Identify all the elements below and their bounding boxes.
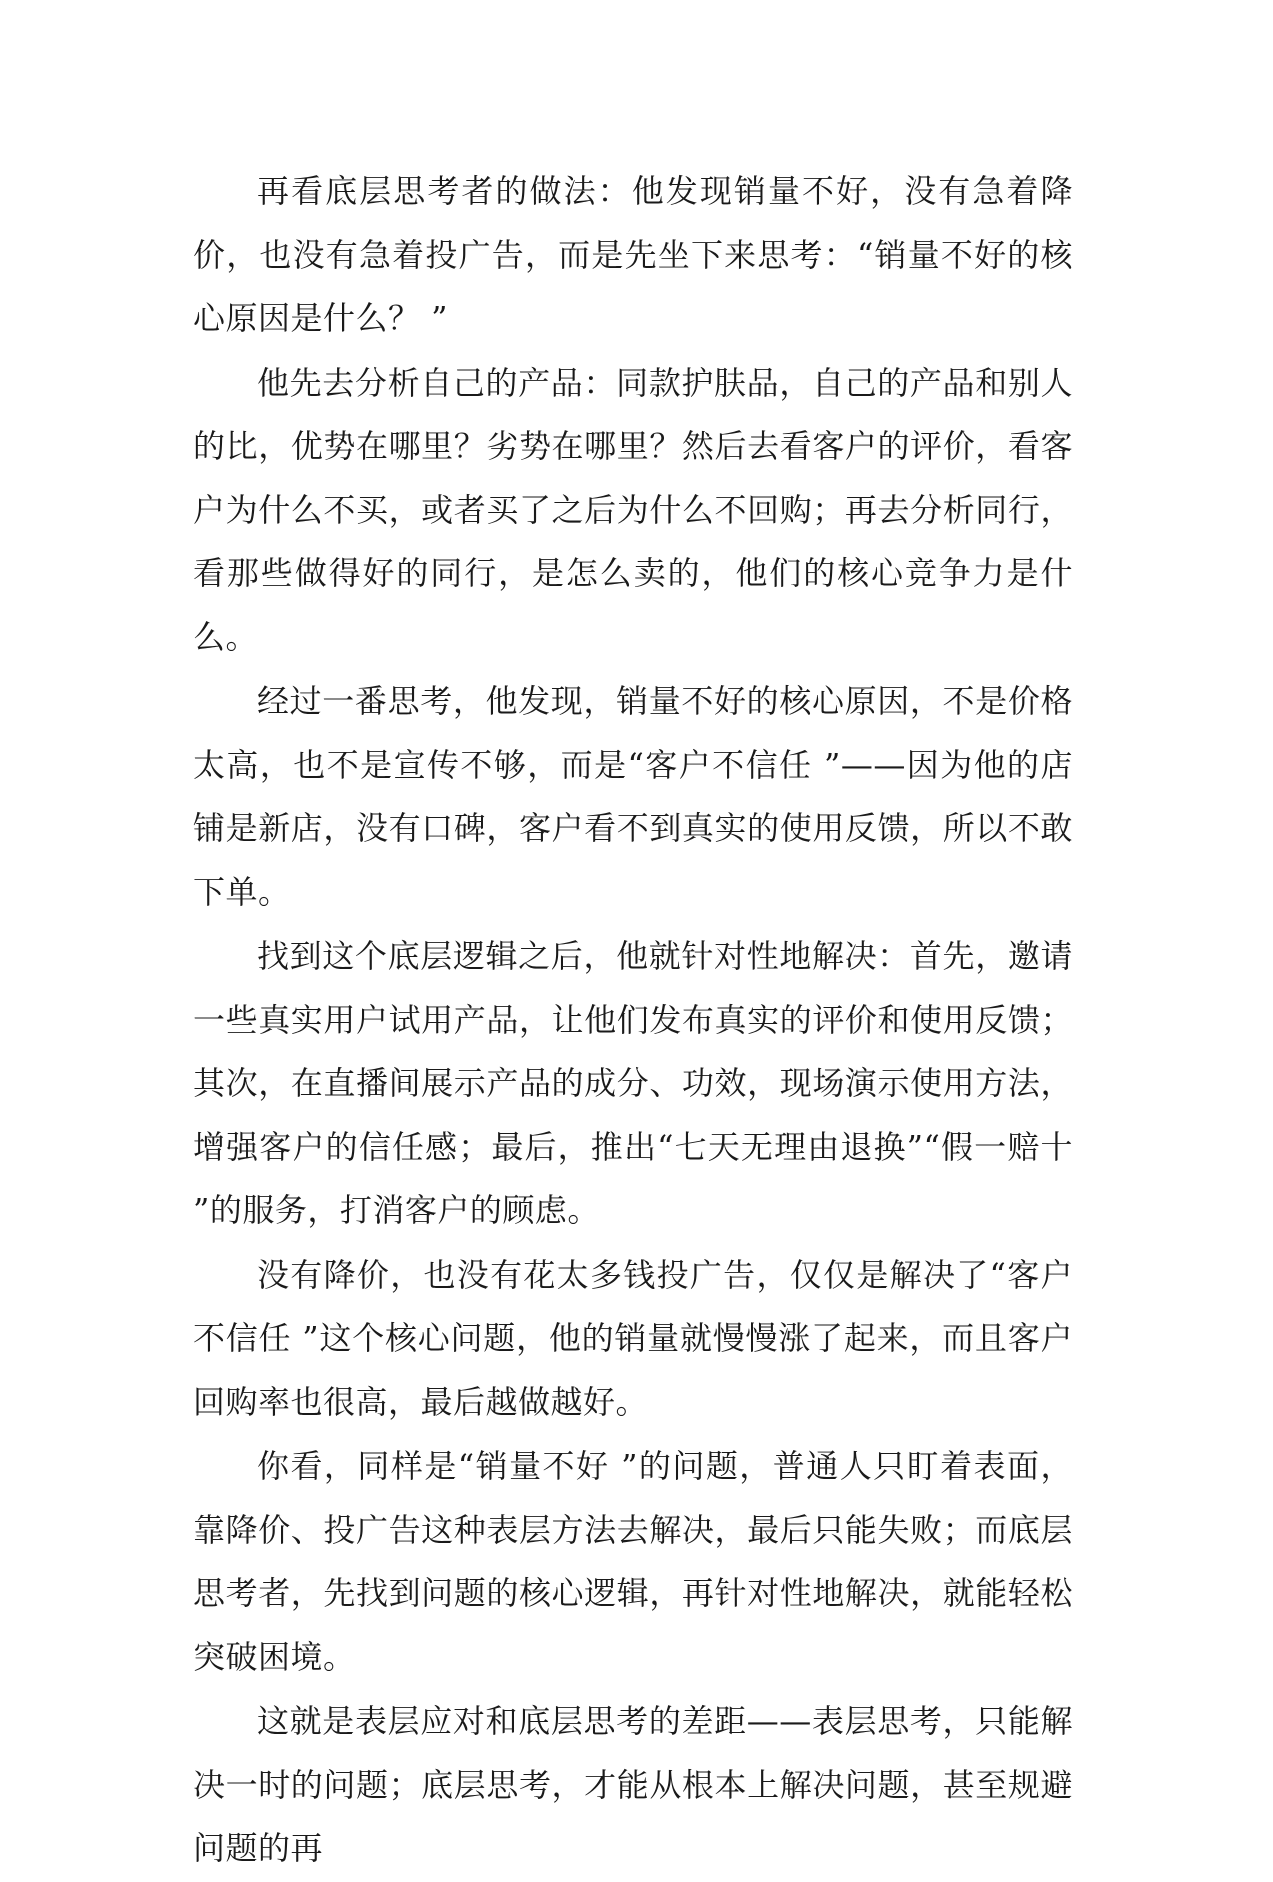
paragraph: 再看底层思考者的做法：他发现销量不好，没有急着降价，也没有急着投广告，而是先坐下来思考：“销量不好的核心原因是什么？ ” [193, 172, 1073, 337]
paragraph: 这就是表层应对和底层思考的差距——表层思考，只能解决一时的问题；底层思考，才能从根本上解决问题，甚至规避问题的再 [193, 1702, 1073, 1867]
paragraph: 找到这个底层逻辑之后，他就针对性地解决：首先，邀请一些真实用户试用产品，让他们发布真实的评价和使用反馈；其次，在直播间展示产品的成分、功效，现场演示使用方法，增强客户的信任感；最后，推出“七天无理由退换”“假一赔十 ”的服务，打消客户的顾虑。 [193, 937, 1073, 1229]
paragraph: 你看，同样是“销量不好 ”的问题，普通人只盯着表面，靠降价、投广告这种表层方法去解决，最后只能失败；而底层思考者，先找到问题的核心逻辑，再针对性地解决，就能轻松突破困境。 [193, 1447, 1073, 1676]
paragraph: 他先去分析自己的产品：同款护肤品，自己的产品和别人的比，优势在哪里？劣势在哪里？然后去看客户的评价，看客户为什么不买，或者买了之后为什么不回购；再去分析同行，看那些做得好的同行，是怎么卖的，他们的核心竞争力是什么。 [193, 363, 1073, 656]
paragraph: 没有降价，也没有花太多钱投广告，仅仅是解决了“客户不信任 ”这个核心问题，他的销量就慢慢涨了起来，而且客户回购率也很高，最后越做越好。 [193, 1255, 1073, 1421]
paragraph: 经过一番思考，他发现，销量不好的核心原因，不是价格太高，也不是宣传不够，而是“客户不信任 ”——因为他的店铺是新店，没有口碑，客户看不到真实的使用反馈，所以不敢下单。 [193, 682, 1073, 911]
document-body [193, 160, 1073, 1882]
